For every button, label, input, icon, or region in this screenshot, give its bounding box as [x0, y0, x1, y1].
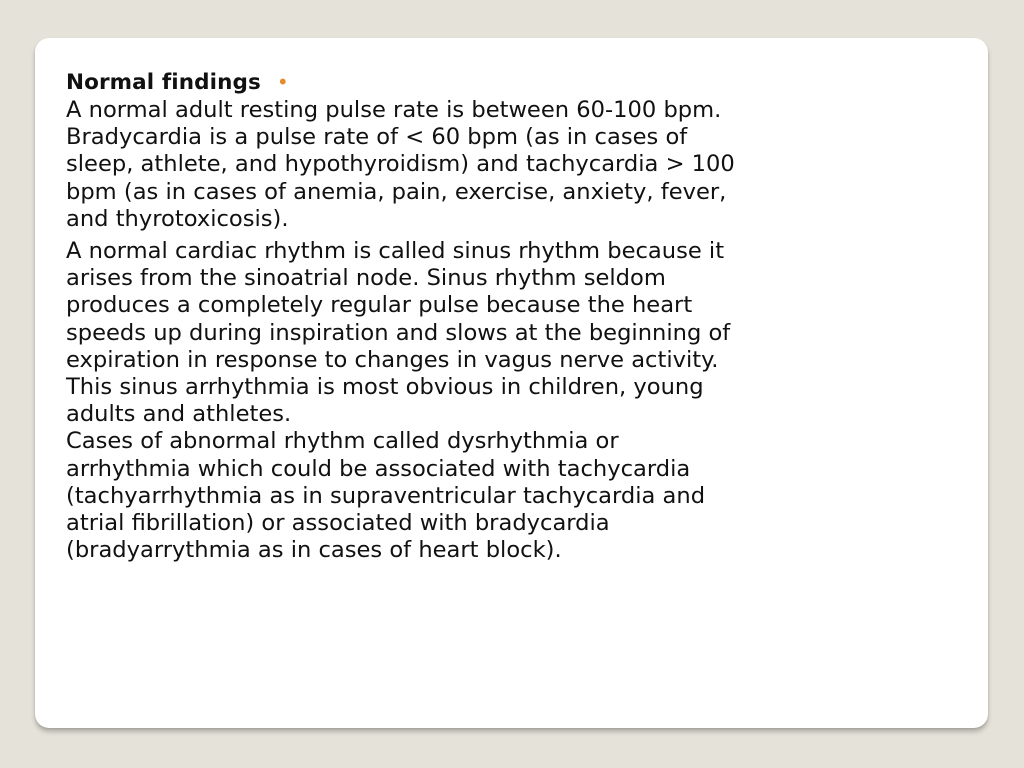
- paragraph-pulse-rate: A normal adult resting pulse rate is between 60-100 bpm. Bradycardia is a pulse rate of < 60 bpm (as in cases of sleep, athlete, and hypothyroidism) and tachycardia > 100 bpm (as in cases of anemia, pain, exercise, anxiety, fever, and thyrotoxicosis).: [66, 97, 735, 232]
- slide-content: [66, 66, 946, 564]
- paragraph-cardiac-rhythm: A normal cardiac rhythm is called sinus rhythm because it arises from the sinoatrial node. Sinus rhythm seldom produces a completely regular pulse because the heart speeds up during inspiration and slows at the beginning of expiration in response to changes in vagus nerve activity. This sinus arrhythmia is most obvious in children, young adults and athletes. Cases of abnormal rhythm called dysrhythmia or arrhythmia which could be associated with tachycardia (tachyarrhythmia as in supraventricular tachycardia and atrial fibrillation) or associated with bradycardia (bradyarrythmia as in cases of heart block).: [66, 238, 731, 564]
- heading-row: [66, 66, 946, 98]
- bullet-dot-icon: •: [276, 70, 289, 94]
- slide-heading: Normal findings: [66, 69, 261, 95]
